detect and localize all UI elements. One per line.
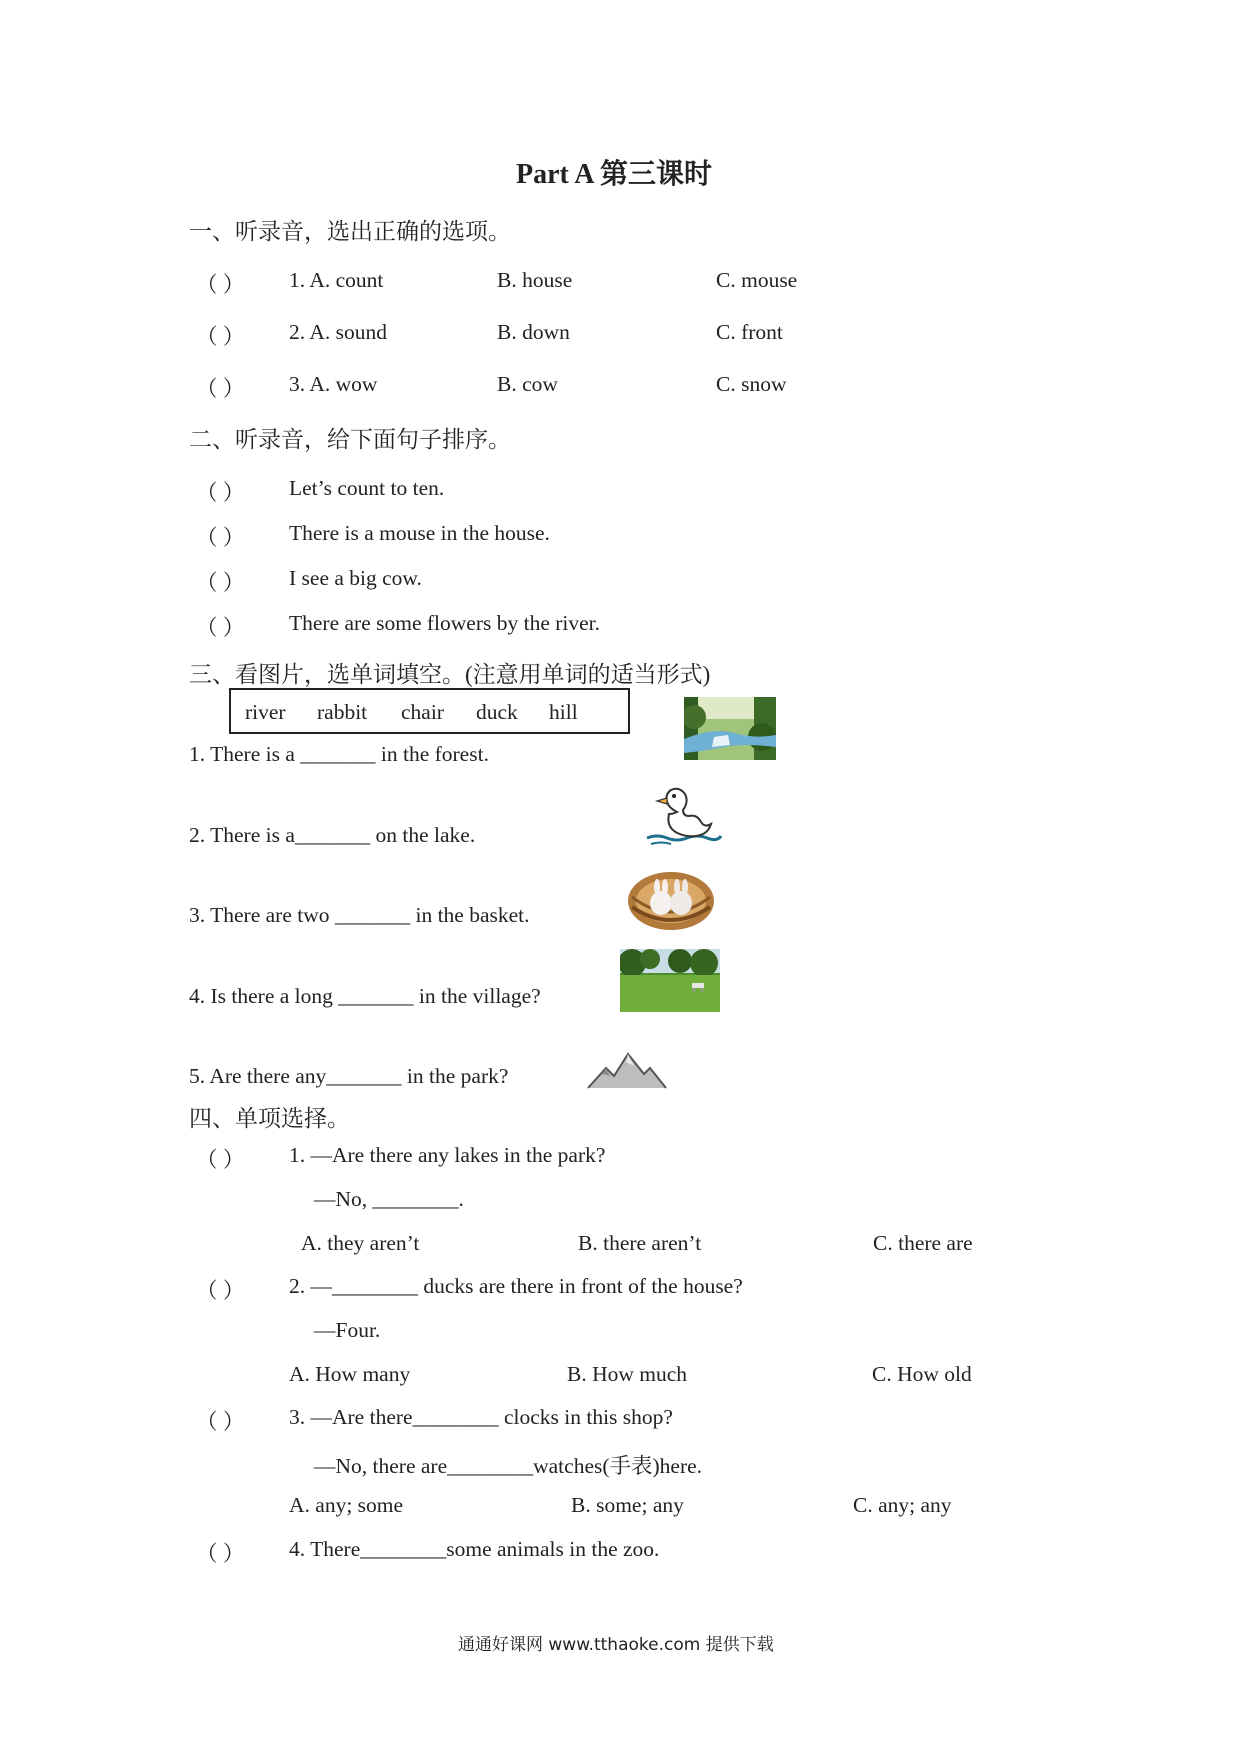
option-b: B. cow — [497, 372, 558, 396]
answer-paren: （ ） — [196, 377, 245, 401]
word-bank — [229, 688, 630, 734]
section-2-heading: 二、听录音，给下面句子排序。 — [189, 427, 511, 452]
word-bank-word: chair — [401, 700, 444, 724]
duck-picture — [643, 784, 723, 848]
word-bank-word: river — [245, 700, 286, 724]
question: 3. —Are there________ clocks in this shop? — [289, 1405, 673, 1429]
option-c: C. How old — [872, 1362, 972, 1386]
option-c: C. front — [716, 320, 783, 344]
river-forest-picture — [684, 697, 776, 760]
word-bank-word: rabbit — [317, 700, 368, 724]
answer-line: —Four. — [314, 1318, 381, 1342]
option-a: A. How many — [289, 1362, 411, 1386]
answer-paren: （ ） — [196, 616, 245, 640]
answer-paren: （ ） — [196, 1279, 245, 1303]
option-c: C. mouse — [716, 268, 798, 292]
answer-paren: （ ） — [196, 325, 245, 349]
sentence: Let’s count to ten. — [289, 476, 445, 500]
page-title: Part A 第三课时 — [516, 159, 712, 190]
option-a: A. they aren’t — [301, 1231, 420, 1255]
sentence: There is a mouse in the house. — [289, 521, 550, 545]
rabbits-basket-picture — [626, 867, 716, 931]
hills-picture — [586, 1050, 668, 1090]
section-3-heading: 三、看图片，选单词填空。(注意用单词的适当形式) — [189, 662, 711, 687]
option-a: 1. A. count — [289, 268, 384, 292]
option-c: C. snow — [716, 372, 787, 396]
section-1-heading: 一、听录音，选出正确的选项。 — [189, 219, 511, 244]
sentence: There are some flowers by the river. — [289, 611, 601, 635]
question: 4. There________some animals in the zoo. — [289, 1537, 660, 1561]
option-b: B. some; any — [571, 1493, 684, 1517]
answer-paren: （ ） — [196, 1410, 245, 1434]
option-b: B. How much — [567, 1362, 688, 1386]
answer-paren: （ ） — [196, 273, 245, 297]
fill-sentence: 1. There is a _______ in the forest. — [189, 742, 489, 766]
fill-sentence: 3. There are two _______ in the basket. — [189, 903, 530, 927]
answer-paren: （ ） — [196, 481, 245, 505]
fill-sentence: 4. Is there a long _______ in the village? — [189, 984, 541, 1008]
answer-line: —No, ________. — [314, 1187, 464, 1211]
answer-paren: （ ） — [196, 1542, 245, 1566]
answer-line: —No, there are________watches(手表)here. — [314, 1454, 703, 1478]
option-b: B. house — [497, 268, 573, 292]
word-bank-word: hill — [549, 700, 578, 724]
option-b: B. there aren’t — [578, 1231, 702, 1255]
park-lawn-picture — [620, 949, 720, 1012]
question: 1. —Are there any lakes in the park? — [289, 1143, 606, 1167]
fill-sentence: 2. There is a_______ on the lake. — [189, 823, 476, 847]
answer-paren: （ ） — [196, 571, 245, 595]
sentence: I see a big cow. — [289, 566, 422, 590]
option-a: 3. A. wow — [289, 372, 378, 396]
option-b: B. down — [497, 320, 570, 344]
word-bank-word: duck — [476, 700, 518, 724]
option-c: C. there are — [873, 1231, 973, 1255]
question: 2. —________ ducks are there in front of the house? — [289, 1274, 743, 1298]
option-a: 2. A. sound — [289, 320, 387, 344]
option-c: C. any; any — [853, 1493, 952, 1517]
option-a: A. any; some — [289, 1493, 404, 1517]
section-4-heading: 四、单项选择。 — [189, 1106, 350, 1131]
fill-sentence: 5. Are there any_______ in the park? — [189, 1064, 509, 1088]
answer-paren: （ ） — [196, 1148, 245, 1172]
answer-paren: （ ） — [196, 526, 245, 550]
page-footer: 通通好课网 www.tthaoke.com 提供下载 — [458, 1635, 774, 1655]
